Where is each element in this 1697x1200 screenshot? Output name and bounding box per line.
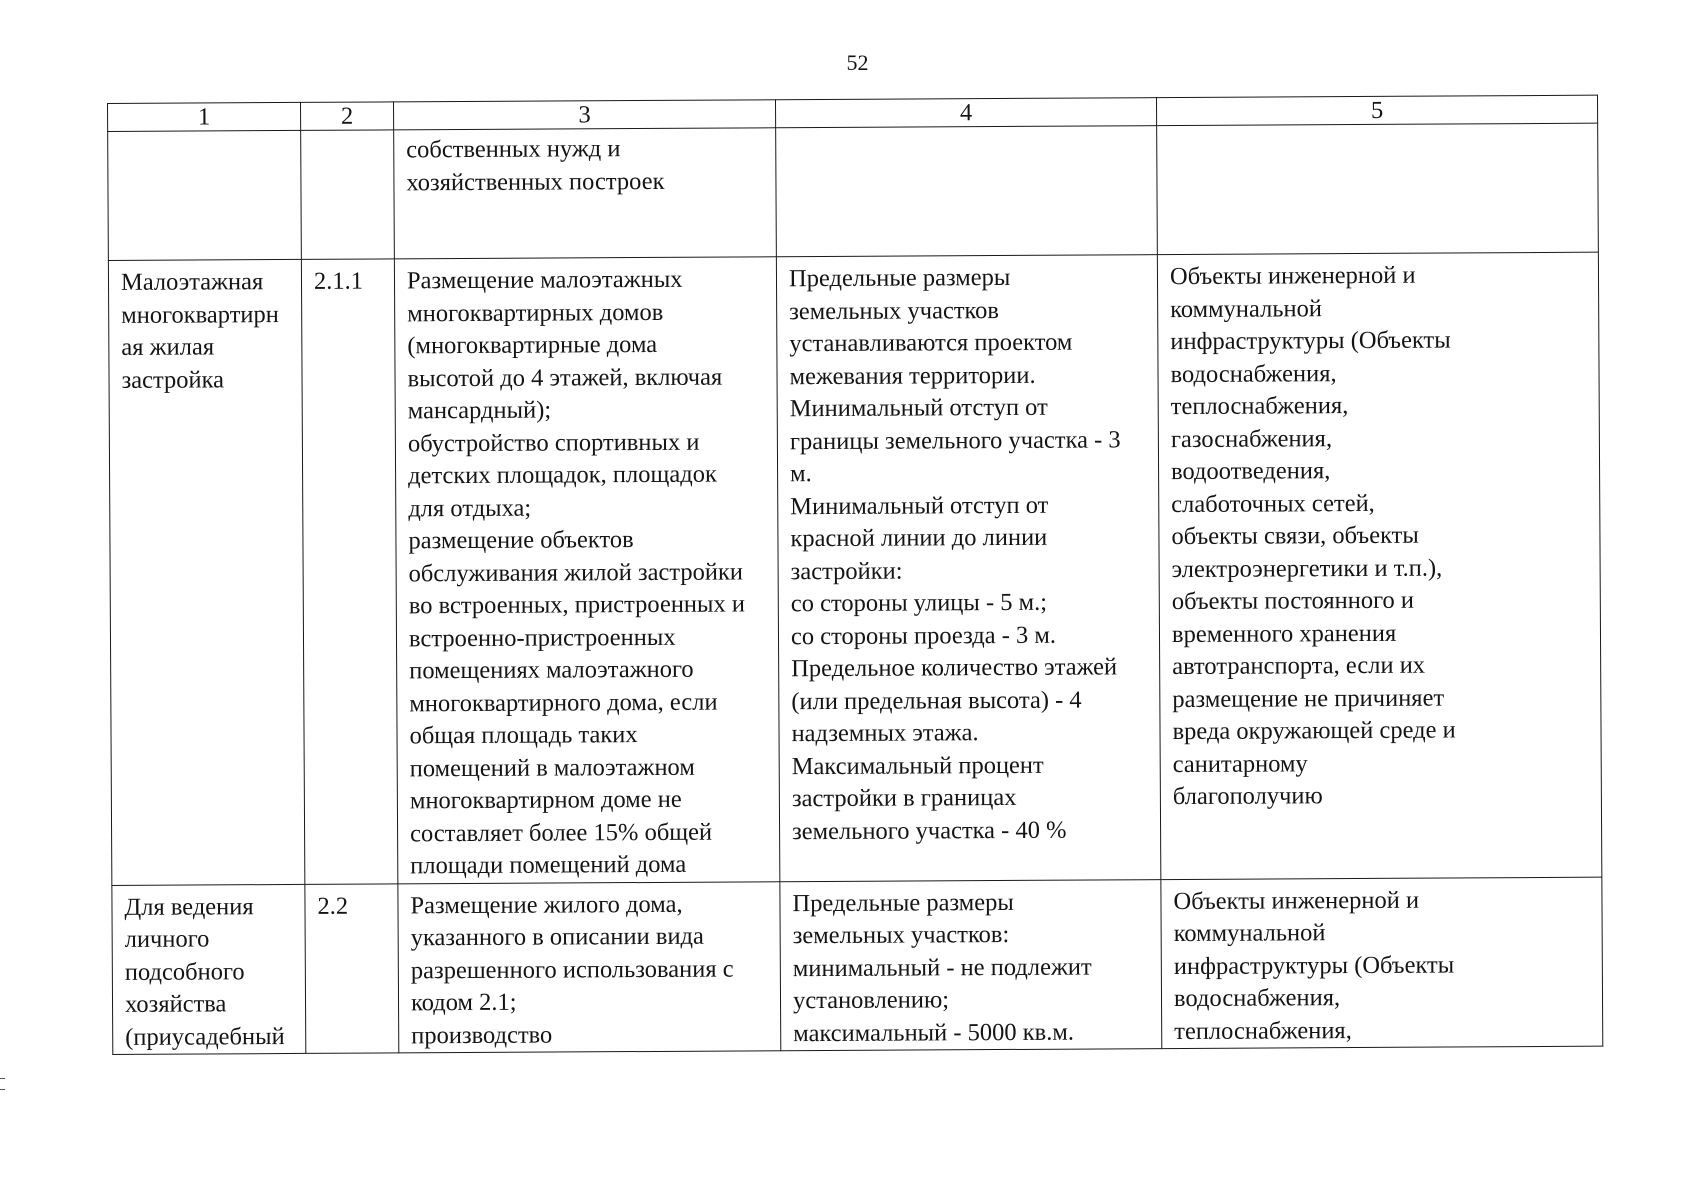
auxiliary-uses-text <box>1169 128 1589 130</box>
use-type-text: Малоэтажная многоквартирн ая жилая застройка <box>120 268 279 394</box>
use-description-text: Размещение малоэтажных многоквартирных домов (многоквартирные дома высотой до 4 этажей, включая мансардный); обустройство спортивных и детских площадок, площадок для отдыха; размещение объектов обслуживания жилой застройки во встроенных, пристроенных и встроенно-пристроенных помещениях малоэтажного многоквартирного дома, если общая площадь таких помещений в малоэтажном многоквартирном доме не составляет более 15% общей площади помещений дома <box>406 265 746 880</box>
parameters-text <box>788 130 1148 132</box>
auxiliary-uses-cell <box>1161 877 1603 1049</box>
use-type-text <box>120 135 292 136</box>
use-code-cell <box>301 130 395 260</box>
use-type-text: Для ведения личного подсобного хозяйства (приусадебный <box>124 892 285 1051</box>
parameters-cell <box>776 255 1160 882</box>
use-description-text: Размещение жилого дома, указанного в описании вида разрешенного использования с кодом 2.1; производство <box>410 890 734 1049</box>
column-header-2: 2 <box>300 102 393 131</box>
scan-edge-mark <box>0 1078 5 1090</box>
parameters-cell <box>780 879 1162 1051</box>
use-description-cell <box>398 881 781 1053</box>
table-row <box>108 123 1599 260</box>
use-type-cell <box>108 130 302 260</box>
auxiliary-uses-text: Объекты инженерной и коммунальной инфраструктуры (Объекты водоснабжения, теплоснабжения, <box>1173 886 1455 1045</box>
use-description-text: собственных нужд и хозяйственных построек <box>406 135 665 196</box>
auxiliary-uses-text: Объекты инженерной и коммунальной инфраструктуры (Объекты водоснабжения, теплоснабжения, газоснабжения, водоотведения, слаботочных сетей, объекты связи, объекты электроэнергетики и т.п.), объекты постоянного и временного хранения автотранспорта, если их размещение не причиняет вреда окружающей среде и санитарному благополучию <box>1169 261 1456 811</box>
column-header-5: 5 <box>1156 95 1597 125</box>
use-description-cell <box>394 257 779 884</box>
use-type-cell <box>112 884 306 1055</box>
use-code-text: 2.2 <box>317 892 349 920</box>
parameters-cell <box>776 126 1158 257</box>
column-header-3: 3 <box>393 100 775 130</box>
page-number: 52 <box>846 50 869 75</box>
use-code-text: 2.1.1 <box>313 267 364 295</box>
parameters-text: Предельные размеры земельных участков: минимальный - не подлежит установлению; максимальный - 5000 кв.м. <box>792 888 1092 1047</box>
use-description-cell <box>394 128 777 259</box>
column-header-4: 4 <box>775 98 1156 128</box>
parameters-text: Предельные размеры земельных участков устанавливаются проектом межевания территории. Минимальный отступ от границы земельного участка - 3 м. Минимальный отступ от красной линии до линии застройки: со стороны улицы - 5 м.; со стороны проезда - 3 м. Предельное количество этажей (или предельная высота) - 4 надземных этажа. Максимальный процент застройки в границах земельного участка - 40 % <box>788 263 1121 845</box>
table-row <box>108 252 1601 885</box>
zoning-table <box>107 95 1603 1055</box>
auxiliary-uses-cell <box>1157 123 1599 254</box>
use-type-cell <box>108 259 304 885</box>
use-code-cell <box>305 883 399 1053</box>
column-header-1: 1 <box>108 102 301 131</box>
auxiliary-uses-cell <box>1157 252 1601 879</box>
table-row <box>112 877 1603 1055</box>
use-code-cell <box>301 259 397 884</box>
